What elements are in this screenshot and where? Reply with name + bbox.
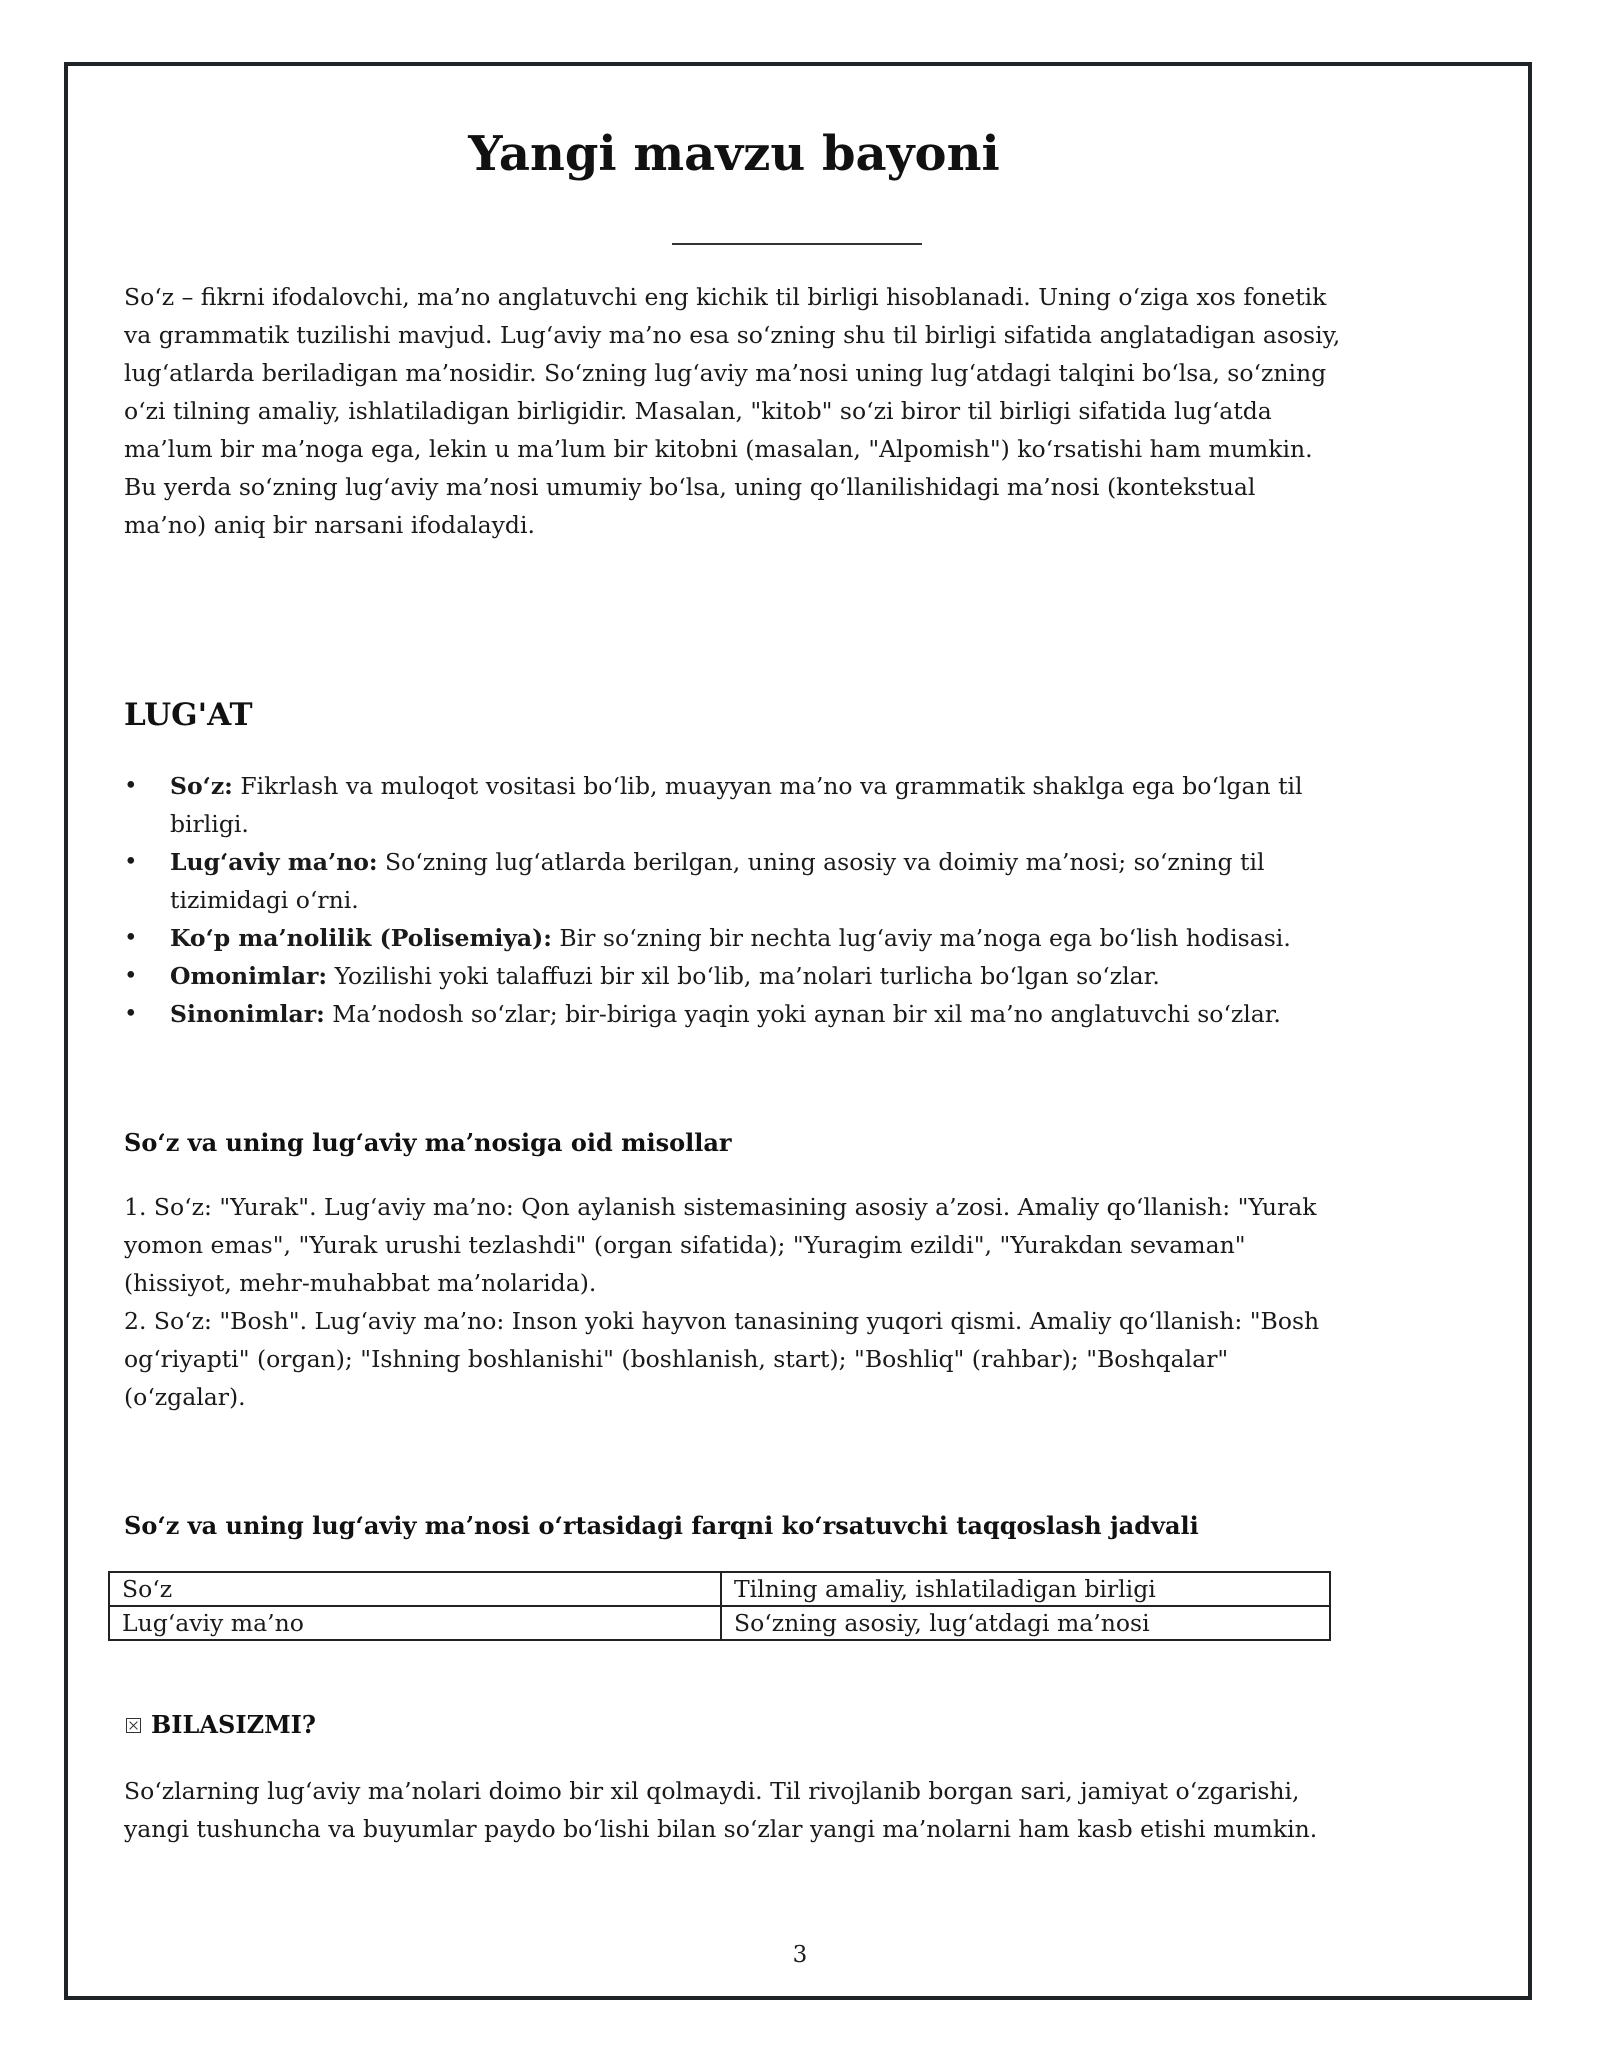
table-cell: So‘z [109,1572,721,1606]
bullet-icon: • [124,925,138,951]
glossary-item [124,957,1344,995]
table-cell: Tilning amaliy, ishlatiladigan birligi [721,1572,1330,1606]
did-you-know-title: BILASIZMI? [151,1710,316,1739]
glossary-item [124,919,1344,957]
examples-block [124,1188,1344,1416]
bullet-icon: • [124,1001,138,1027]
boxed-x-icon [126,1718,141,1733]
glossary-definition: Ma’nodosh so‘zlar; bir-biriga yaqin yoki aynan bir xil ma’no anglatuvchi so‘zlar. [324,1000,1281,1028]
glossary-term: Ko‘p ma’nolilik (Polisemiya): [170,924,552,952]
glossary-term: So‘z: [170,772,233,800]
bullet-icon: • [124,849,138,875]
comparison-heading: So‘z va uning lug‘aviy ma’nosi o‘rtasidagi farqni ko‘rsatuvchi taqqoslash jadvali [124,1511,1199,1540]
glossary-term: Sinonimlar: [170,1000,325,1028]
comparison-table [108,1571,1331,1641]
glossary-heading: LUG'AT [124,697,253,733]
glossary-list [124,767,1344,1033]
glossary-term: Omonimlar: [170,962,328,990]
page-number: 3 [792,1942,808,1968]
did-you-know-heading [124,1707,316,1743]
glossary-definition: Bir so‘zning bir nechta lug‘aviy ma’noga ega bo‘lish hodisasi. [551,924,1291,952]
example-item: 1. So‘z: "Yurak". Lug‘aviy ma’no: Qon aylanish sistemasining asosiy a’zosi. Amaliy qo‘llanish: "Yurak yomon emas", "Yurak urushi tezlashdi" (organ sifatida); "Yuragim ezildi", "Yurakdan sevaman" (hissiyot, mehr-muhabbat ma’nolarida). [124,1193,1317,1297]
glossary-item [124,843,1344,919]
examples-heading: So‘z va uning lug‘aviy ma’nosiga oid misollar [124,1128,732,1157]
example-item: 2. So‘z: "Bosh". Lug‘aviy ma’no: Inson yoki hayvon tanasining yuqori qismi. Amaliy qo‘llanish: "Bosh og‘riyapti" (organ); "Ishning boshlanishi" (boshlanish, start); "Boshliq" (rahbar); "Boshqalar" (o‘zgalar). [124,1307,1320,1411]
bullet-icon: • [124,963,138,989]
bullet-icon: • [124,773,138,799]
table-row [109,1606,1330,1640]
glossary-item [124,995,1344,1033]
table-row [109,1572,1330,1606]
glossary-term: Lug‘aviy ma’no: [170,848,378,876]
glossary-definition: Fikrlash va muloqot vositasi bo‘lib, muayyan ma’no va grammatik shaklga ega bo‘lgan til birligi. [170,772,1303,838]
table-cell: Lug‘aviy ma’no [109,1606,721,1640]
title-divider [672,243,922,245]
page-title: Yangi mavzu bayoni [468,126,1000,182]
glossary-item [124,767,1344,843]
glossary-definition: Yozilishi yoki talaffuzi bir xil bo‘lib, ma’nolari turlicha bo‘lgan so‘zlar. [327,962,1160,990]
glossary-definition: So‘zning lug‘atlarda berilgan, uning asosiy va doimiy ma’nosi; so‘zning til tizimidagi o‘rni. [170,848,1265,914]
table-cell: So‘zning asosiy, lug‘atdagi ma’nosi [721,1606,1330,1640]
intro-paragraph: So‘z – fikrni ifodalovchi, ma’no anglatuvchi eng kichik til birligi hisoblanadi. Uning o‘ziga xos fonetik va grammatik tuzilishi mavjud. Lug‘aviy ma’no esa so‘zning shu til birligi sifatida anglatadigan asosiy, lug‘atlarda beriladigan ma’nosidir. So‘zning lug‘aviy ma’nosi uning lug‘atdagi talqini bo‘lsa, so‘zning o‘zi tilning amaliy, ishlatiladigan birligidir. Masalan, "kitob" so‘zi biror til birligi sifatida lug‘atda ma’lum bir ma’noga ega, lekin u ma’lum bir kitobni (masalan, "Alpomish") ko‘rsatishi ham mumkin. Bu yerda so‘zning lug‘aviy ma’nosi umumiy bo‘lsa, uning qo‘llanilishidagi ma’nosi (kontekstual ma’no) aniq bir narsani ifodalaydi. [124,283,1341,539]
did-you-know-text: So‘zlarning lug‘aviy ma’nolari doimo bir xil qolmaydi. Til rivojlanib borgan sari, jamiyat o‘zgarishi, yangi tushuncha va buyumlar paydo bo‘lishi bilan so‘zlar yangi ma’nolarni ham kasb etishi mumkin. [124,1777,1318,1843]
